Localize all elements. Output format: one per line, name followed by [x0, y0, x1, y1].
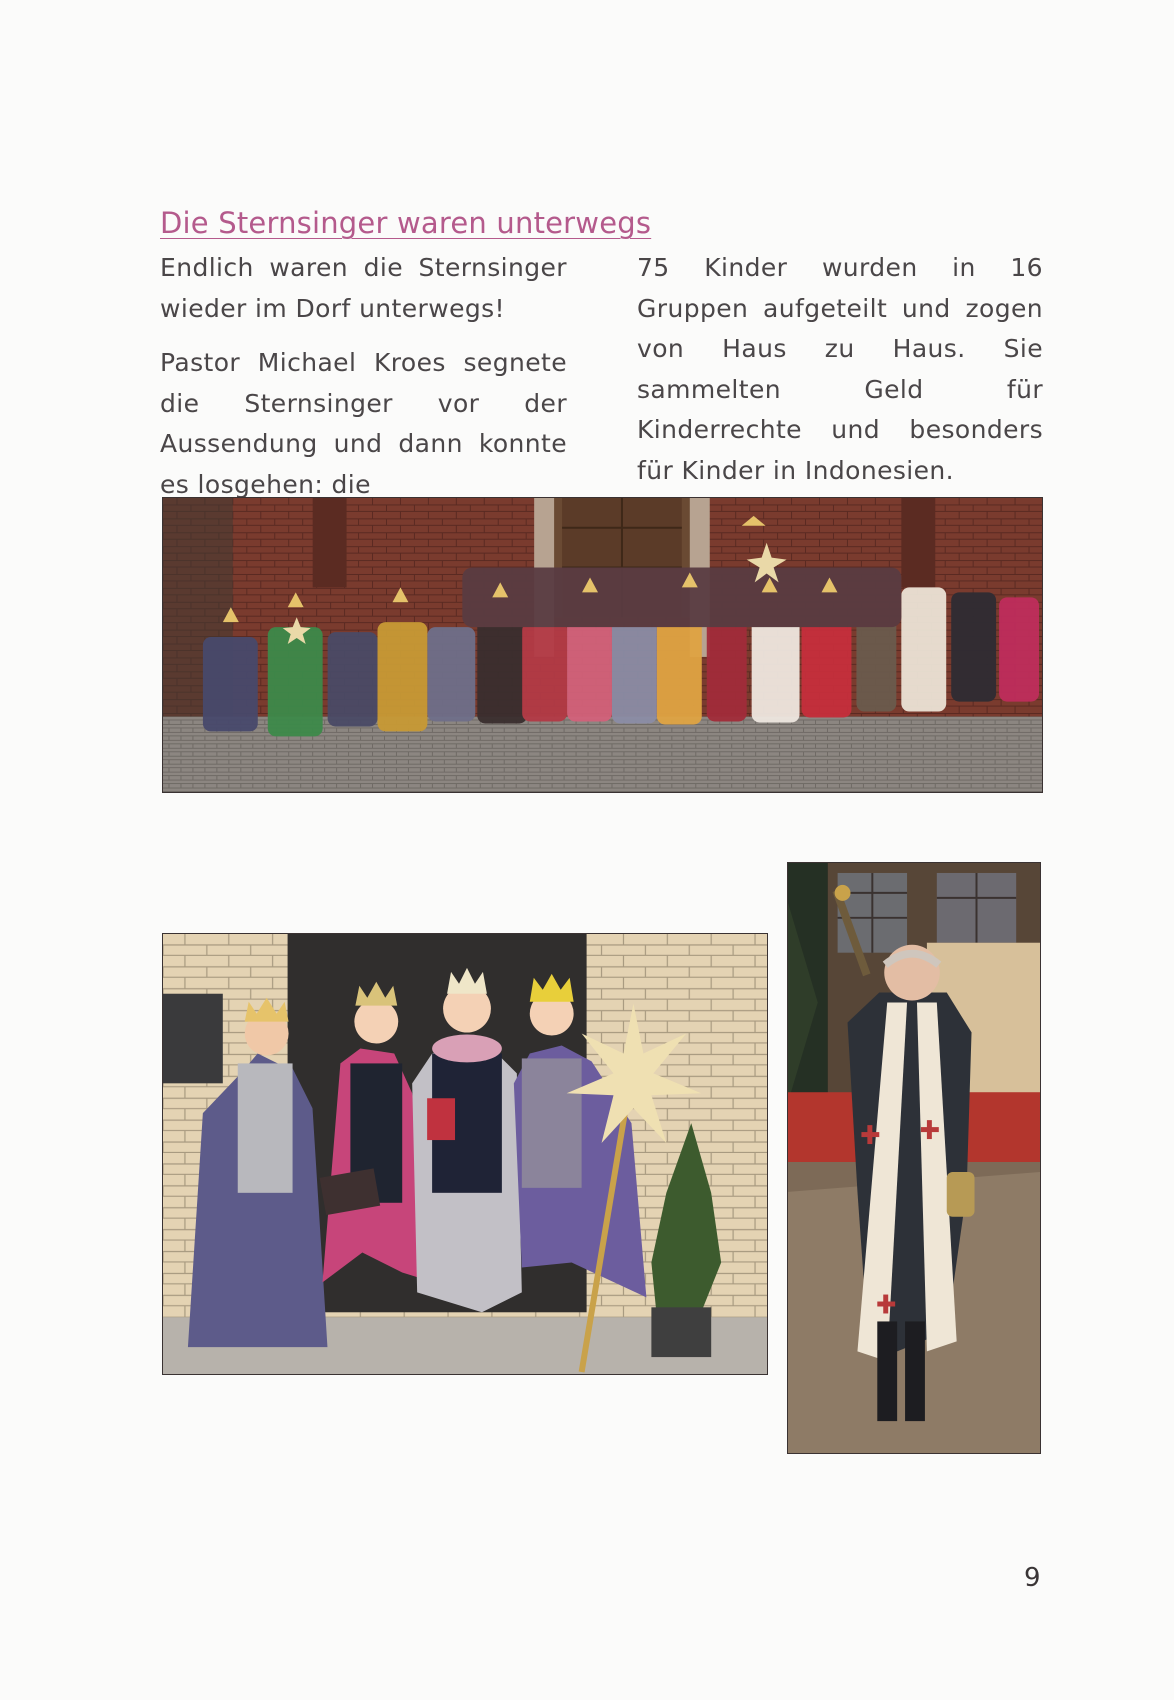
paragraph: 75 Kinder wurden in 16 Gruppen aufgeteilt und zogen von Haus zu Haus. Sie sammelten Geld für Kinderrechte und besonders für Kinder in Indonesien.	[637, 253, 1043, 485]
paragraph: Endlich waren die Sternsinger wieder im Dorf unterwegs!	[160, 253, 567, 323]
paragraph: Pastor Michael Kroes segnete die Sternsinger vor der Aussendung und dann konnte es losgehen: die	[160, 348, 567, 499]
article-title: Die Sternsinger waren unterwegs	[160, 206, 652, 240]
children-costumes-image	[163, 934, 767, 1374]
left-text-column	[160, 248, 567, 505]
pastor-blessing-image	[788, 863, 1040, 1453]
group-photo	[162, 497, 1043, 793]
page-number: 9	[1024, 1563, 1041, 1593]
children-costumes-photo	[162, 933, 768, 1375]
group-photo-image	[163, 498, 1042, 792]
pastor-blessing-photo	[787, 862, 1041, 1454]
right-text-column	[637, 248, 1043, 491]
